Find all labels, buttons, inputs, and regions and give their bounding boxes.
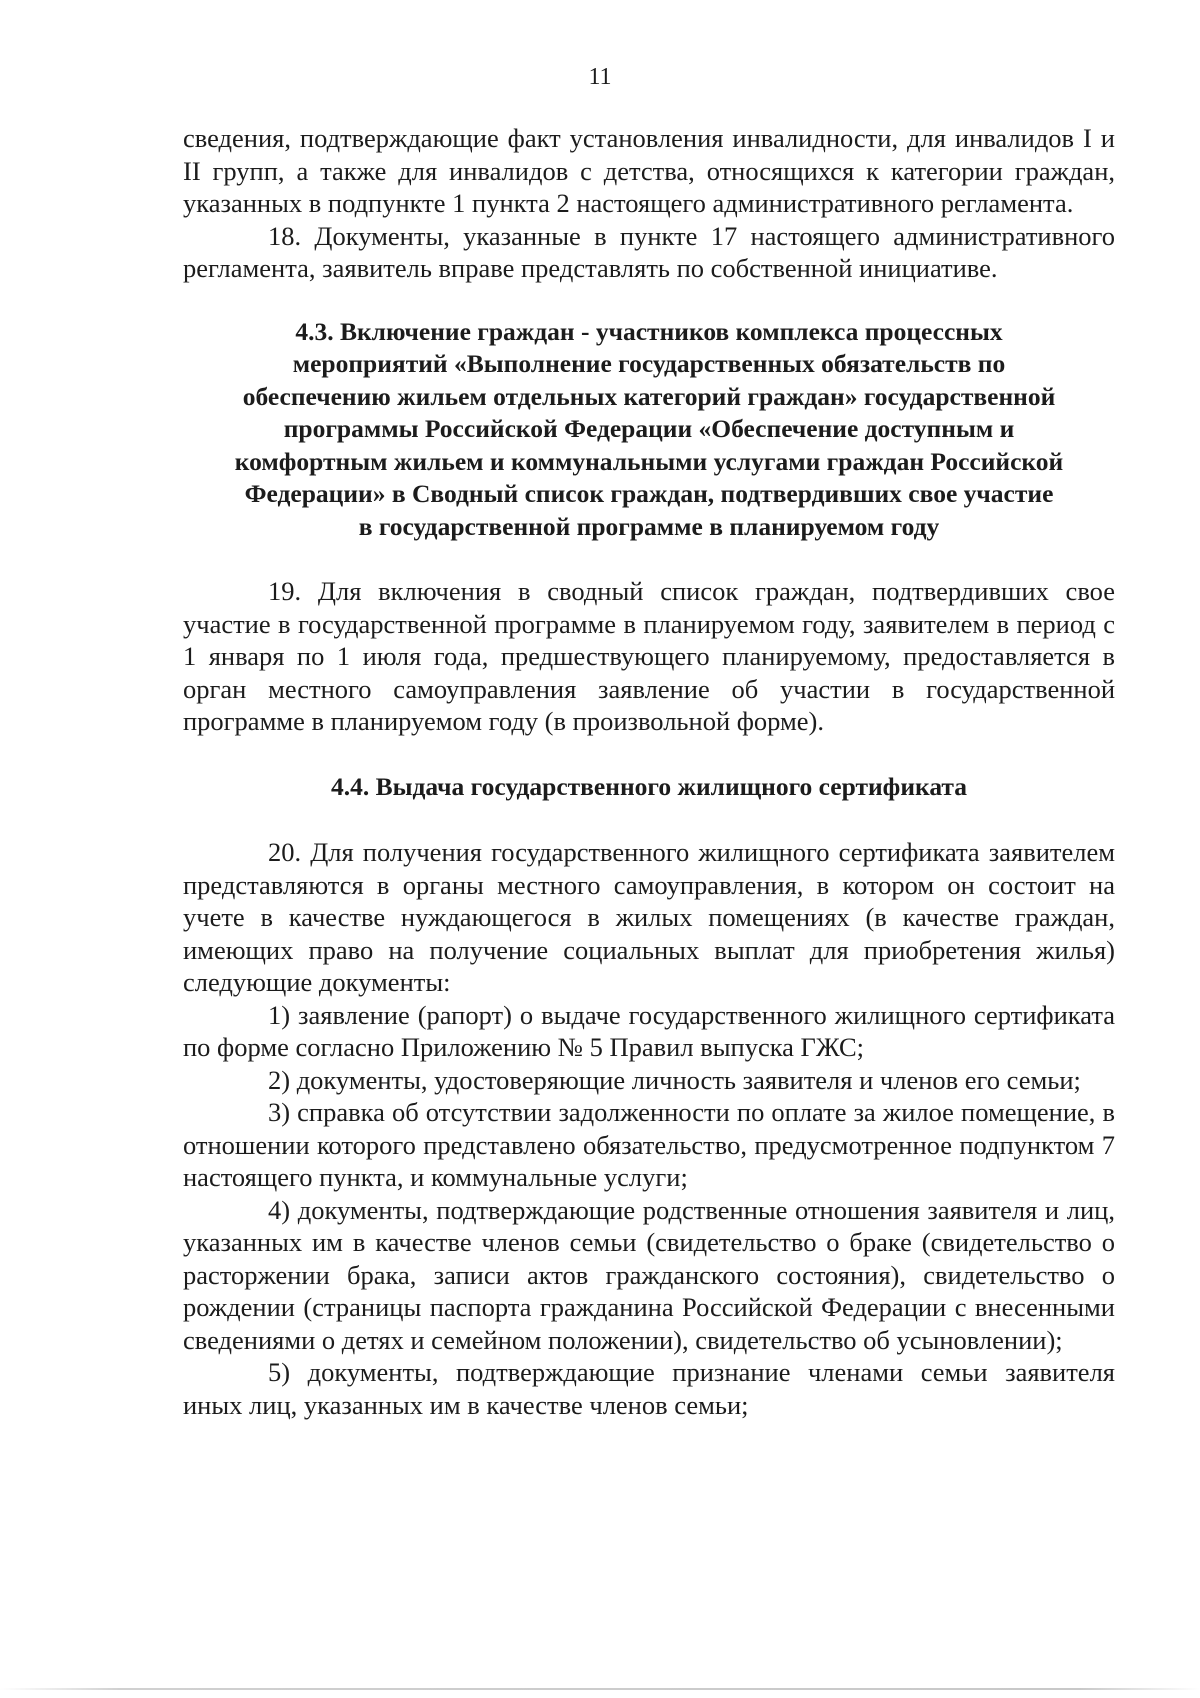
list-item-4: 4) документы, подтверждающие родственные отношения заявителя и лиц, указанных им в качестве членов семьи (свидетельство о браке (свидетельство о расторжении брака, записи актов гражданского состояния), свидетельство о рождении (страницы паспорта гражданина Российской Федерации с внесенными сведениями о детях и семейном положении), свидетельство об усыновлении); <box>183 1194 1115 1355</box>
heading-line: мероприятий «Выполнение государственных обязательств по <box>292 349 1006 378</box>
page-number: 11 <box>588 64 612 90</box>
section-heading-4-3 <box>183 316 1115 544</box>
paragraph-continuation: сведения, подтверждающие факт установления инвалидности, для инвалидов I и II групп, а также для инвалидов с детства, относящихся к категории граждан, указанных в подпункте 1 пункта 2 настоящего административного регламента. <box>183 123 1115 218</box>
list-item-3: 3) справка об отсутствии задолженности по оплате за жилое помещение, в отношении которого представлено обязательство, предусмотренное подпунктом 7 настоящего пункта, и коммунальные услуги; <box>183 1097 1115 1192</box>
heading-line: в государственной программе в планируемом году <box>358 511 940 541</box>
section-heading-4-4: 4.4. Выдача государственного жилищного сертификата <box>330 771 968 801</box>
heading-line: программы Российской Федерации «Обеспечение доступным и <box>283 414 1015 443</box>
scan-edge-line <box>0 1688 1200 1690</box>
paragraph-20: 20. Для получения государственного жилищного сертификата заявителем представляются в органы местного самоуправления, в котором он состоит на учете в качестве нуждающегося в жилых помещениях (в качестве граждан, имеющих право на получение социальных выплат для приобретения жилья) следующие документы: <box>183 837 1115 997</box>
paragraph-18: 18. Документы, указанные в пункте 17 настоящего административного регламента, заявитель вправе представлять по собственной инициативе. <box>183 220 1115 283</box>
list-item-2: 2) документы, удостоверяющие личность заявителя и членов его семьи; <box>268 1064 1081 1095</box>
heading-line: Федерации» в Сводный список граждан, подтвердивших свое участие <box>244 479 1054 508</box>
list-item-1: 1) заявление (рапорт) о выдаче государственного жилищного сертификата по форме согласно Приложению № 5 Правил выпуска ГЖС; <box>183 999 1115 1062</box>
heading-line: комфортным жильем и коммунальными услугами граждан Российской <box>234 446 1064 476</box>
heading-line: обеспечению жильем отдельных категорий граждан» государственной <box>242 381 1056 411</box>
paragraph-19: 19. Для включения в сводный список граждан, подтвердивших свое участие в государственной программе в планируемом году, заявителем в период с 1 января по 1 июля года, предшествующего планируемому, предоставляется в орган местного самоуправления заявление об участии в государственной программе в планируемом году (в произвольной форме). <box>183 576 1115 736</box>
heading-line: 4.3. Включение граждан - участников комплекса процессных <box>295 316 1003 346</box>
document-body <box>183 122 1115 1421</box>
list-item-5: 5) документы, подтверждающие признание членами семьи заявителя иных лиц, указанных им в качестве членов семьи; <box>183 1357 1115 1420</box>
